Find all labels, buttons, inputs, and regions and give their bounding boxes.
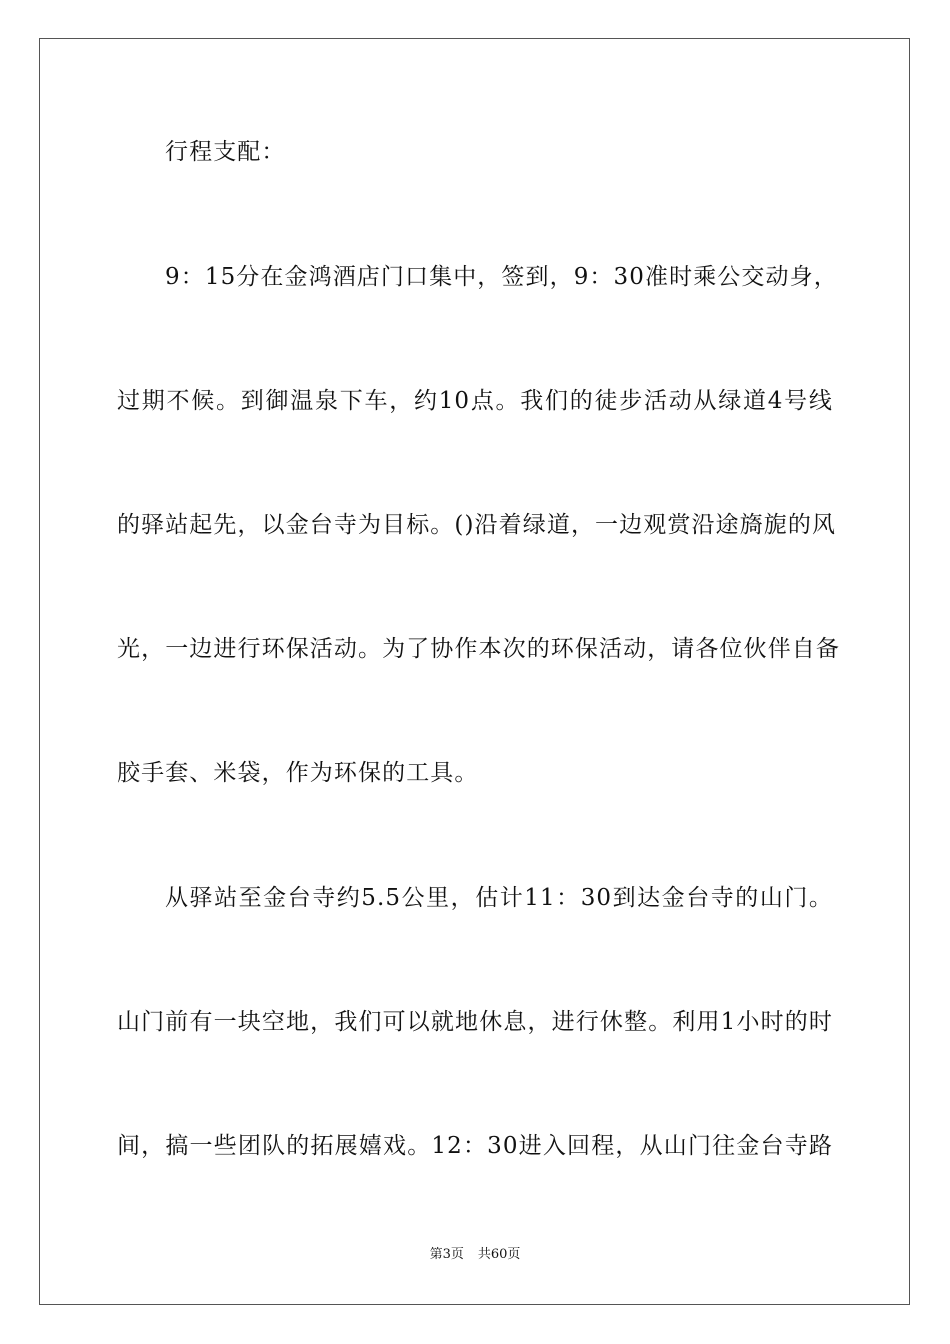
page-footer [0,1246,950,1264]
paragraph-line: 过期不候。到御温泉下车，约10点。我们的徒步活动从绿道4号线 [117,388,833,414]
paragraph-line: 9：15分在金鸿酒店门口集中，签到，9：30准时乘公交动身， [165,264,838,290]
paragraph-line: 行程支配： [165,139,286,165]
paragraph-line: 从驿站至金台寺约5.5公里，估计11：30到达金台寺的山门。 [165,885,833,911]
paragraph-line: 的驿站起先，以金台寺为目标。()沿着绿道，一边观赏沿途旖旎的风 [117,512,837,538]
paragraph-line: 山门前有一块空地，我们可以就地休息，进行休整。利用1小时的时 [117,1009,833,1035]
paragraph-line: 胶手套、米袋，作为环保的工具。 [117,760,479,786]
paragraph-line: 间，搞一些团队的拓展嬉戏。12：30进入回程，从山门往金台寺路 [117,1133,833,1159]
page-border [39,38,910,1305]
page-total: 共60页 [477,1247,521,1262]
page-number: 第3页 [429,1247,464,1262]
paragraph-line: 光，一边进行环保活动。为了协作本次的环保活动，请各位伙伴自备 [117,636,840,662]
